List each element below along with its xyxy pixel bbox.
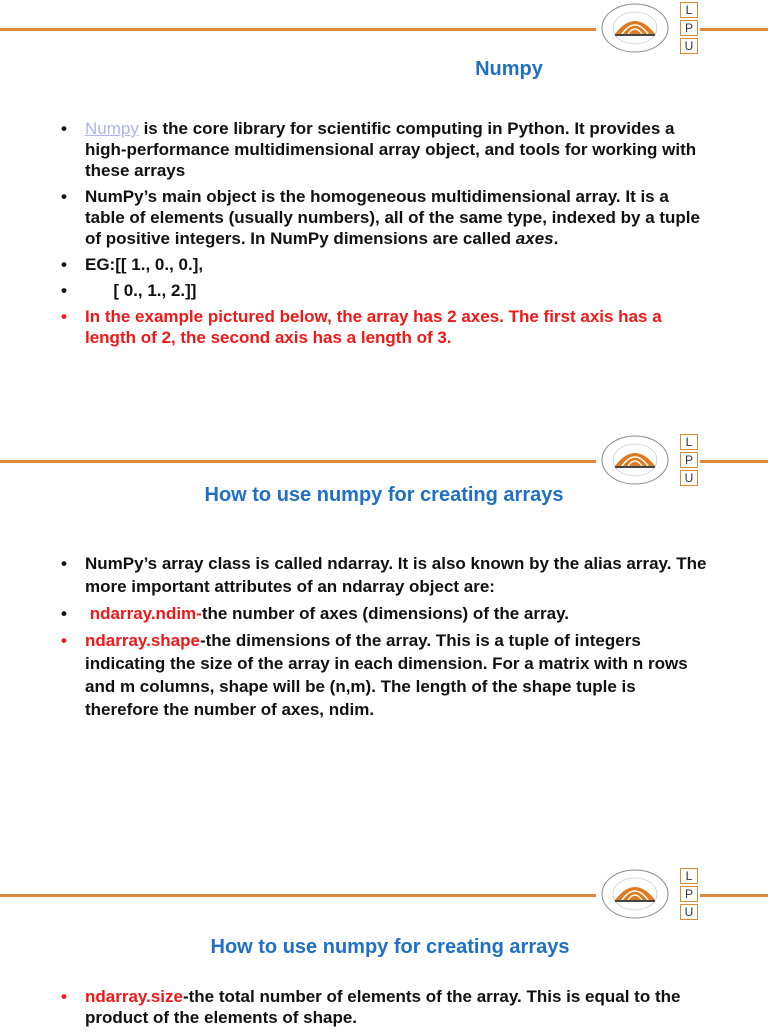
slide-1 (0, 0, 768, 432)
numpy-link[interactable]: Numpy (85, 119, 139, 138)
lpu-letter-block (680, 2, 700, 56)
header-line-left (0, 894, 596, 897)
bullet-text: NumPy’s array class is called ndarray. It is also known by the alias array. The more important attributes of an ndarray object are: (85, 554, 707, 596)
bullet-text: . (553, 229, 559, 248)
bullet-item (58, 254, 708, 275)
logo-letter: U (680, 470, 698, 486)
logo-letter: P (680, 886, 698, 902)
lpu-seal-logo (600, 434, 670, 486)
logo-letter: L (680, 2, 698, 18)
attribute-name: ndarray.ndim- (85, 604, 202, 623)
bullet-item (58, 602, 708, 625)
bullet-item (58, 552, 708, 598)
bullet-text: the number of axes (dimensions) of the array. (201, 604, 569, 623)
bullet-text: In the example pictured below, the array has 2 axes. The first axis has a length of 2, the second axis has a length of 3. (85, 307, 662, 347)
slide-title: How to use numpy for creating arrays (210, 936, 570, 958)
slide-3 (0, 866, 768, 1027)
attribute-name: ndarray.size (85, 987, 183, 1006)
logo-letter: L (680, 434, 698, 450)
attribute-name: ndarray.shape (85, 631, 200, 650)
lpu-seal-logo (600, 868, 670, 920)
bullet-list (58, 552, 708, 725)
bullet-list (58, 118, 708, 353)
bullet-text: EG:[[ 1., 0., 0.], (85, 255, 204, 274)
bullet-text: is the core library for scientific computing in Python. It provides a high-performance multidimensional array object, and tools for working with these arrays (85, 119, 697, 180)
bullet-item (58, 280, 708, 301)
bullet-item (58, 629, 708, 721)
bullet-emphasis: axes (515, 229, 554, 248)
bullet-item (58, 118, 708, 181)
logo-letter: U (680, 38, 698, 54)
lpu-letter-block (680, 868, 700, 922)
header-line-right (700, 28, 768, 31)
bullet-text: [ 0., 1., 2.]] (85, 281, 197, 300)
bullet-text: -the dimensions of the array. This is a tuple of integers indicating the size of the array in each dimension. For a matrix with n rows and m columns, shape will be (n,m). The length of the shape tuple is therefore the number of axes, ndim. (85, 631, 688, 719)
logo-letter: L (680, 868, 698, 884)
bullet-item (58, 986, 708, 1028)
lpu-seal-logo (600, 2, 670, 54)
bullet-list (58, 986, 708, 1033)
header-line-left (0, 28, 596, 31)
logo-letter: U (680, 904, 698, 920)
header-line-right (700, 460, 768, 463)
bullet-item (58, 186, 708, 249)
bullet-item (58, 306, 708, 348)
logo-letter: P (680, 20, 698, 36)
bullet-text: -the total number of elements of the array. This is equal to the product of the elements of shape. (85, 987, 681, 1027)
header-line-left (0, 460, 596, 463)
slide-title: How to use numpy for creating arrays (204, 484, 564, 506)
bullet-text: NumPy’s main object is the homogeneous multidimensional array. It is a table of elements (usually numbers), all of the same type, indexed by a tuple of positive integers. In NumPy dimensions are called (85, 187, 700, 248)
slide-2 (0, 432, 768, 866)
header-line-right (700, 894, 768, 897)
lpu-letter-block (680, 434, 700, 488)
logo-letter: P (680, 452, 698, 468)
slide-title: Numpy (475, 58, 543, 80)
